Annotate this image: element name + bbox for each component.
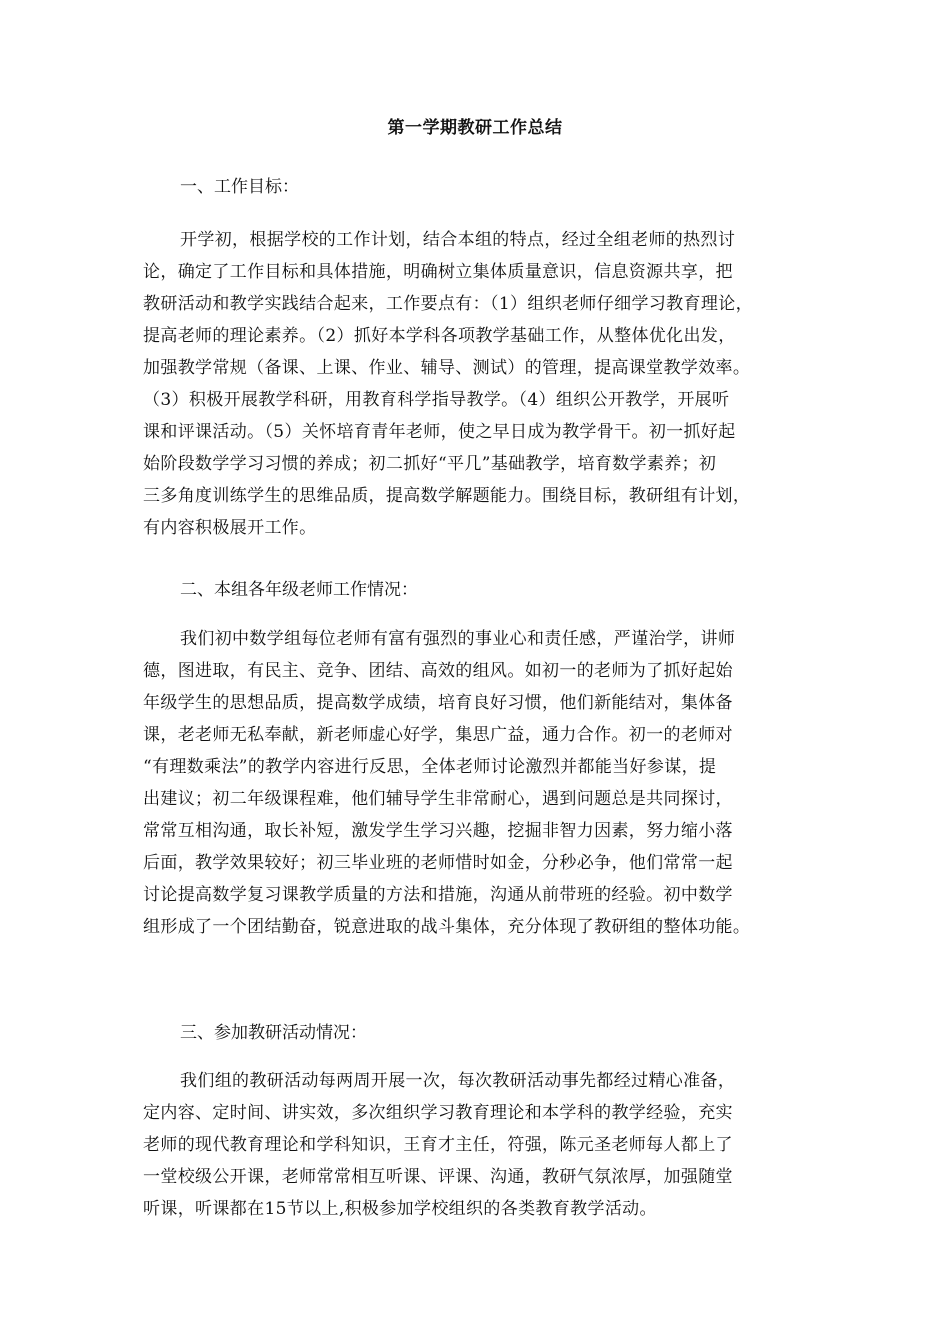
paragraph-line: 课和评课活动。（5）关怀培育青年老师，使之早日成为教学骨干。初一抓好起 xyxy=(143,422,736,442)
section-heading-activities: 三、参加教研活动情况： xyxy=(180,1023,367,1043)
section-paragraph-teachers xyxy=(143,623,823,943)
paragraph-line: 定内容、定时间、讲实效，多次组织学习教育理论和本学科的教学经验，充实 xyxy=(143,1103,733,1123)
paragraph-line: 德，图进取，有民主、竞争、团结、高效的组风。如初一的老师为了抓好起始 xyxy=(143,661,733,681)
paragraph-line: 出建议；初二年级课程难，他们辅导学生非常耐心，遇到问题总是共同探讨， xyxy=(143,789,733,809)
paragraph-line: “有理数乘法”的教学内容进行反思，全体老师讨论激烈并都能当好参谋，提 xyxy=(143,757,717,777)
paragraph-line: 开学初，根据学校的工作计划，结合本组的特点，经过全组老师的热烈讨 xyxy=(180,230,736,250)
paragraph-line: 我们组的教研活动每两周开展一次，每次教研活动事先都经过精心准备， xyxy=(180,1071,736,1091)
section-paragraph-goals xyxy=(143,224,823,544)
paragraph-line: 讨论提高数学复习课教学质量的方法和措施，沟通从前带班的经验。初中数学 xyxy=(143,885,733,905)
paragraph-line: 始阶段数学学习习惯的养成；初二抓好“平几”基础教学，培育数学素养；初 xyxy=(143,454,717,474)
paragraph-line: 我们初中数学组每位老师有富有强烈的事业心和责任感，严谨治学，讲师 xyxy=(180,629,736,649)
paragraph-line: 课，老老师无私奉献，新老师虚心好学，集思广益，通力合作。初一的老师对 xyxy=(143,725,733,745)
paragraph-line: 年级学生的思想品质，提高数学成绩，培育良好习惯，他们新能结对，集体备 xyxy=(143,693,733,713)
paragraph-line: 常常互相沟通，取长补短，激发学生学习兴趣，挖掘非智力因素，努力缩小落 xyxy=(143,821,733,841)
paragraph-line: 后面，教学效果较好；初三毕业班的老师惜时如金，分秒必争，他们常常一起 xyxy=(143,853,733,873)
document-title: 第一学期教研工作总结 xyxy=(387,118,563,138)
paragraph-line: 提高老师的理论素养。（2）抓好本学科各项教学基础工作，从整体优化出发， xyxy=(143,326,736,346)
paragraph-line: 组形成了一个团结勤奋，锐意进取的战斗集体，充分体现了教研组的整体功能。 xyxy=(143,917,751,937)
paragraph-line: 论，确定了工作目标和具体措施，明确树立集体质量意识，信息资源共享，把 xyxy=(143,262,733,282)
paragraph-line: 有内容积极展开工作。 xyxy=(143,518,317,538)
paragraph-line: （3）积极开展教学科研，用教育科学指导教学。（4）组织公开教学，开展听 xyxy=(143,390,730,410)
paragraph-line: 老师的现代教育理论和学科知识，王育才主任，符强，陈元圣老师每人都上了 xyxy=(143,1135,733,1155)
paragraph-line: 听课，听课都在15节以上,积极参加学校组织的各类教育教学活动。 xyxy=(143,1199,657,1219)
paragraph-line: 三多角度训练学生的思维品质，提高数学解题能力。围绕目标，教研组有计划， xyxy=(143,486,751,506)
section-heading-goals: 一、工作目标： xyxy=(180,177,299,197)
paragraph-line: 一堂校级公开课，老师常常相互听课、评课、沟通，教研气氛浓厚，加强随堂 xyxy=(143,1167,733,1187)
paragraph-line: 教研活动和教学实践结合起来，工作要点有：（1）组织老师仔细学习教育理论， xyxy=(143,294,753,314)
section-paragraph-activities xyxy=(143,1065,823,1225)
paragraph-line: 加强教学常规（备课、上课、作业、辅导、测试）的管理，提高课堂教学效率。 xyxy=(143,358,751,378)
section-heading-teachers: 二、本组各年级老师工作情况： xyxy=(180,580,418,600)
